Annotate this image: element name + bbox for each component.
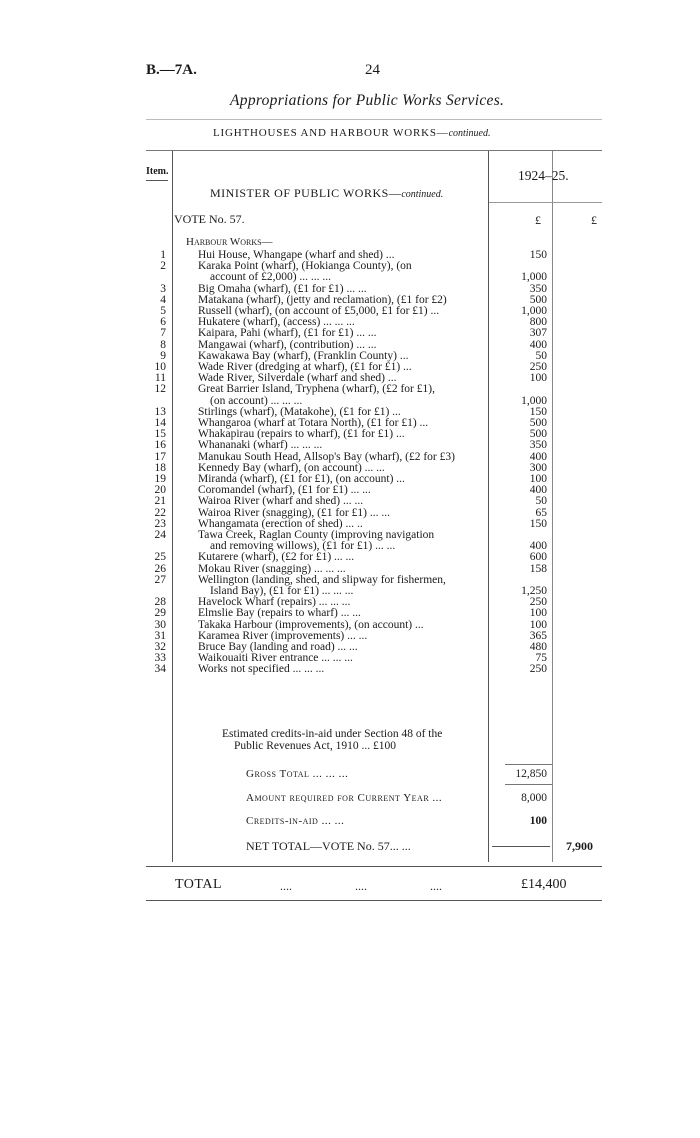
- item-description: Waikouaiti River entrance ... ... ...: [198, 652, 353, 665]
- item-number: 9: [160, 349, 166, 362]
- item-number: 22: [154, 506, 166, 519]
- item-number: 14: [154, 417, 166, 429]
- credits-in-aid-label: Credits-in-aid ... ...: [246, 815, 345, 827]
- item-number: 7: [160, 327, 166, 340]
- item-number: 34: [154, 663, 166, 676]
- table-top-rule: [146, 150, 602, 151]
- item-description: Elmslie Bay (repairs to wharf) ... ...: [198, 607, 361, 620]
- item-description: Matakana (wharf), (jetty and reclamation), (£1 for £2): [198, 293, 447, 306]
- net-total-label: NET TOTAL—VOTE No. 57... ...: [246, 839, 411, 853]
- item-amount: 158: [529, 562, 547, 575]
- total-top-rule: [146, 866, 602, 867]
- item-description: Miranda (wharf), (£1 for £1), (on account) ...: [198, 473, 405, 485]
- item-description: Wairoa River (snagging), (£1 for £1) ... ...: [198, 506, 390, 519]
- gross-total-underline: [505, 784, 552, 785]
- item-number: 27: [154, 573, 166, 586]
- item-number: 11: [154, 372, 166, 385]
- item-number: 24: [154, 529, 166, 541]
- gross-total-amount: 12,850: [515, 768, 547, 780]
- item-amount: 600: [529, 551, 547, 564]
- item-description: Works not specified ... ... ...: [198, 663, 325, 676]
- item-number: 18: [154, 461, 166, 474]
- credits-in-aid-amount: 100: [529, 815, 547, 827]
- item-number: 19: [154, 473, 166, 485]
- item-number: 13: [154, 405, 166, 418]
- item-amount: 50: [535, 495, 547, 508]
- item-description: and removing willows), (£1 for £1) ... ...: [210, 540, 396, 553]
- item-number: 1: [160, 249, 166, 261]
- item-description: Coromandel (wharf), (£1 for £1) ... ...: [198, 484, 371, 497]
- item-amount: 150: [529, 405, 547, 418]
- item-amount: 1,000: [521, 305, 547, 317]
- item-description: Kaipara, Pahi (wharf), (£1 for £1) ... ...: [198, 327, 377, 340]
- item-amount: 350: [529, 282, 547, 295]
- credits-note-line2: Public Revenues Act, 1910 ... £100: [234, 740, 396, 752]
- item-amount: 250: [529, 596, 547, 609]
- item-amount: 1,000: [521, 271, 547, 284]
- item-description: Manukau South Head, Allsop's Bay (wharf), (£2 for £3): [198, 450, 455, 463]
- item-number: 25: [154, 551, 166, 564]
- item-amount: 307: [529, 327, 547, 340]
- group-heading: Harbour Works—: [186, 236, 273, 248]
- amount-required-value: 8,000: [521, 792, 547, 804]
- item-amount: 365: [529, 629, 547, 642]
- item-number: 21: [154, 495, 166, 508]
- year-header-rule: [489, 202, 602, 203]
- item-amount: 400: [529, 338, 547, 351]
- item-description: Whakapirau (repairs to wharf), (£1 for £1) ...: [198, 428, 405, 441]
- item-amount: 1,250: [521, 585, 547, 597]
- item-amount: 100: [529, 607, 547, 620]
- item-description: Whangamata (erection of shed) ... ..: [198, 517, 363, 530]
- item-amount: 100: [529, 618, 547, 631]
- item-amount: 65: [535, 506, 547, 519]
- item-amount: 480: [529, 641, 547, 653]
- item-amount: 400: [529, 450, 547, 463]
- item-number: 28: [154, 596, 166, 609]
- item-amount: 400: [529, 540, 547, 553]
- total-bottom-rule: [146, 900, 602, 901]
- gross-total-rule: [505, 764, 552, 765]
- item-number: 30: [154, 618, 166, 631]
- item-description: Karaka Point (wharf), (Hokianga County), (on: [198, 260, 412, 273]
- net-total-amount: 7,900: [566, 839, 593, 853]
- item-description: Island Bay), (£1 for £1) ... ... ...: [210, 585, 354, 597]
- grand-total-leader: .... .... ....: [280, 879, 442, 893]
- net-total-rule: [492, 846, 550, 847]
- credits-note-line1: Estimated credits-in-aid under Section 48 of the: [222, 728, 443, 740]
- item-number: 20: [154, 484, 166, 497]
- item-description: account of £2,000) ... ... ...: [210, 271, 332, 284]
- item-description: Takaka Harbour (improvements), (on account) ...: [198, 618, 424, 631]
- item-description: Russell (wharf), (on account of £5,000, £1 for £1) ...: [198, 305, 440, 317]
- item-description: Tawa Creek, Raglan County (improving navigation: [198, 529, 435, 541]
- item-number: 33: [154, 652, 166, 665]
- item-description: Whananaki (wharf) ... ... ...: [198, 439, 323, 452]
- item-column-header: Item.: [146, 166, 169, 177]
- year-column-header: 1924–25.: [518, 168, 569, 183]
- item-amount: 150: [529, 249, 547, 261]
- item-description: Hukatere (wharf), (access) ... ... ...: [198, 316, 355, 329]
- item-number: 2: [160, 260, 166, 273]
- item-description: Wellington (landing, shed, and slipway for fishermen,: [198, 573, 446, 586]
- item-amount: 350: [529, 439, 547, 452]
- item-description: Kawakawa Bay (wharf), (Franklin County) ...: [198, 349, 409, 362]
- item-number: 32: [154, 641, 166, 653]
- page-number: 24: [365, 62, 380, 78]
- item-amount: 400: [529, 484, 547, 497]
- item-description: (on account) ... ... ...: [210, 394, 303, 407]
- item-header-rule: [146, 180, 168, 181]
- item-amount: 75: [535, 652, 547, 665]
- item-number: 12: [154, 383, 166, 396]
- item-number: 15: [154, 428, 166, 441]
- item-amount: 50: [535, 349, 547, 362]
- item-amount: 150: [529, 517, 547, 530]
- item-number: 6: [160, 316, 166, 329]
- item-description: Havelock Wharf (repairs) ... ... ...: [198, 596, 351, 609]
- item-description: Kennedy Bay (wharf), (on account) ... ...: [198, 461, 385, 474]
- title-rule: [146, 119, 602, 120]
- item-number: 16: [154, 439, 166, 452]
- item-number: 17: [154, 450, 166, 463]
- ministry-heading: MINISTER OF PUBLIC WORKS—continued.: [210, 186, 444, 200]
- document-reference: B.—7A.: [146, 62, 197, 78]
- item-description: Hui House, Whangape (wharf and shed) ...: [198, 249, 395, 261]
- item-description: Mokau River (snagging) ... ... ...: [198, 562, 346, 575]
- item-description: Wairoa River (wharf and shed) ... ...: [198, 495, 364, 508]
- item-amount: 100: [529, 473, 547, 485]
- item-amount: 500: [529, 428, 547, 441]
- item-number: 29: [154, 607, 166, 620]
- currency-symbol-col1: £: [535, 213, 541, 227]
- item-description: Great Barrier Island, Tryphena (wharf), (£2 for £1),: [198, 383, 435, 396]
- vote-heading: VOTE No. 57.: [174, 212, 245, 226]
- item-description: Wade River (dredging at wharf), (£1 for £1) ...: [198, 361, 412, 373]
- item-description: Mangawai (wharf), (contribution) ... ...: [198, 338, 377, 351]
- grand-total-amount: £14,400: [521, 877, 567, 892]
- item-number: 4: [160, 293, 166, 306]
- item-amount: 1,000: [521, 394, 547, 407]
- amount-column-rule-left: [488, 151, 489, 862]
- item-column-rule: [172, 151, 173, 862]
- item-number: 5: [160, 305, 166, 317]
- item-number: 8: [160, 338, 166, 351]
- item-description: Wade River, Silverdale (wharf and shed) ...: [198, 372, 397, 385]
- item-amount: 250: [529, 361, 547, 373]
- currency-symbol-col2: £: [591, 213, 597, 227]
- item-amount: 300: [529, 461, 547, 474]
- item-amount: 500: [529, 417, 547, 429]
- item-amount: 800: [529, 316, 547, 329]
- item-description: Kutarere (wharf), (£2 for £1) ... ...: [198, 551, 355, 564]
- page-title: Appropriations for Public Works Services.: [230, 92, 505, 109]
- item-description: Whangaroa (wharf at Totara North), (£1 for £1) ...: [198, 417, 429, 429]
- item-number: 23: [154, 517, 166, 530]
- item-description: Stirlings (wharf), (Matakohe), (£1 for £1) ...: [198, 405, 401, 418]
- section-heading: LIGHTHOUSES AND HARBOUR WORKS—continued.: [213, 127, 491, 139]
- item-number: 3: [160, 282, 166, 295]
- item-description: Big Omaha (wharf), (£1 for £1) ... ...: [198, 282, 367, 295]
- item-number: 26: [154, 562, 166, 575]
- gross-total-label: Gross Total ... ... ...: [246, 768, 349, 780]
- amount-column-rule-middle: [552, 151, 553, 862]
- item-amount: 250: [529, 663, 547, 676]
- grand-total-label: TOTAL: [175, 877, 223, 892]
- item-amount: 100: [529, 372, 547, 385]
- item-number: 31: [154, 629, 166, 642]
- item-description: Karamea River (improvements) ... ...: [198, 629, 368, 642]
- item-number: 10: [154, 361, 166, 373]
- item-amount: 500: [529, 293, 547, 306]
- amount-required-label: Amount required for Current Year ...: [246, 792, 443, 804]
- item-description: Bruce Bay (landing and road) ... ...: [198, 641, 358, 653]
